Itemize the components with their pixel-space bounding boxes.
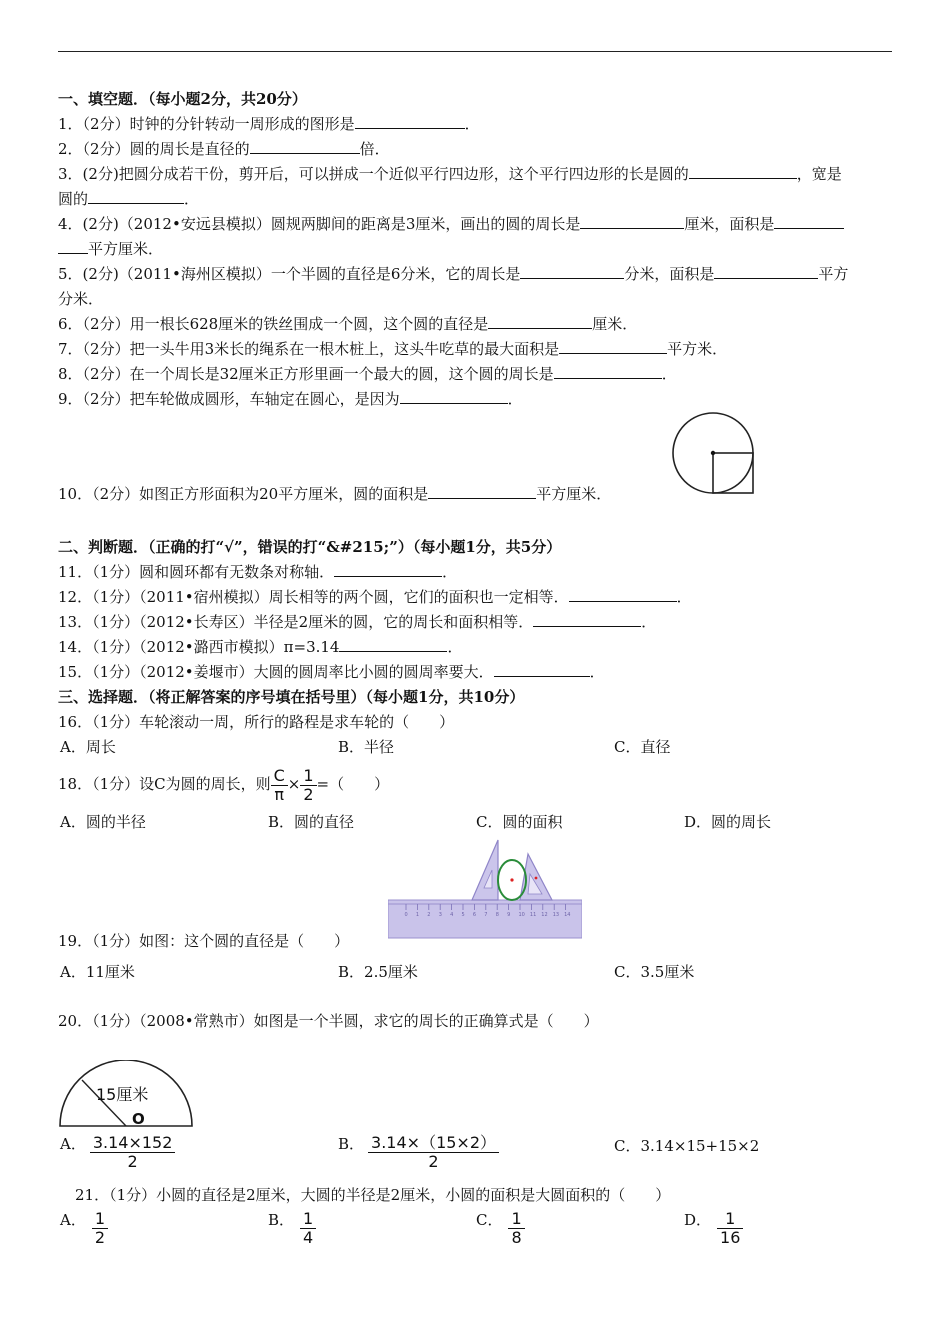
- q14-end: ．: [447, 638, 463, 656]
- question-13: [58, 612, 656, 632]
- q19-option-a[interactable]: A．11厘米: [60, 963, 135, 981]
- answer-blank[interactable]: [569, 587, 677, 602]
- q18-option-b[interactable]: B．圆的直径: [268, 813, 355, 831]
- q18-option-a[interactable]: A．圆的半径: [60, 813, 146, 831]
- ruler-tick-label: 12: [541, 912, 548, 918]
- answer-blank[interactable]: [334, 562, 442, 577]
- times-sign: ×: [287, 775, 301, 793]
- answer-blank[interactable]: [428, 484, 536, 499]
- question-6: [58, 314, 637, 334]
- q15-text: 15．（1分）（2012•姜堰市）大圆的圆周率比小圆的圆周率要大．: [58, 663, 494, 681]
- q13-text: 13．（1分）（2012•长寿区）半径是2厘米的圆，它的周长和面积相等．: [58, 613, 534, 631]
- q2-text: 2．（2分）圆的周长是直径的: [58, 140, 250, 158]
- ruler-tick-label: 7: [484, 912, 488, 918]
- question-10: [58, 484, 611, 504]
- question-11: [58, 562, 457, 582]
- answer-blank[interactable]: [554, 364, 662, 379]
- numerator: 1: [300, 1210, 316, 1229]
- answer-blank[interactable]: [533, 612, 641, 627]
- denominator: 8: [511, 1228, 522, 1247]
- ruler-tick-label: 5: [461, 912, 465, 918]
- q9-end: ．: [507, 390, 523, 408]
- option-letter: A．: [60, 1135, 86, 1153]
- question-3-line2: [58, 189, 199, 209]
- section-2-title: 二、判断题．（正确的打“√”，错误的打“&#215;”）（每小题1分，共5分）: [58, 538, 562, 556]
- q13-end: ．: [641, 613, 657, 631]
- ruler-tick-label: 11: [529, 912, 537, 918]
- section-3-title: 三、选择题．（将正解答案的序号填在括号里）（每小题1分，共10分）: [58, 688, 525, 706]
- q18-option-d[interactable]: D．圆的周长: [684, 813, 772, 831]
- q12-text: 12．（1分）（2011•宿州模拟）周长相等的两个圆，它们的面积也一定相等．: [58, 588, 569, 606]
- semicircle-radius-label: 15厘米: [96, 1085, 149, 1104]
- ruler-tick-label: 0: [404, 912, 408, 918]
- q11-end: ．: [442, 563, 458, 581]
- ruler-tick-label: 2: [427, 912, 431, 918]
- question-4-line2: [58, 239, 163, 259]
- q3-text: 3．(2分)把圆分成若干份，剪开后，可以拼成一个近似平行四边形，这个平行四边形的长是圆的: [58, 165, 689, 183]
- q3-mid: ，宽是: [796, 165, 842, 183]
- answer-blank[interactable]: [689, 164, 797, 179]
- q20-a-fraction: [90, 1134, 176, 1171]
- q20-b-fraction: [368, 1134, 499, 1171]
- question-5-line1: [58, 264, 848, 284]
- q21-a-fraction: [92, 1210, 108, 1247]
- q20-option-b[interactable]: [338, 1134, 499, 1171]
- q16-option-b[interactable]: B．半径: [338, 738, 395, 756]
- q4-mid: 厘米，面积是: [684, 215, 775, 233]
- answer-blank[interactable]: [520, 264, 624, 279]
- q7-text: 7．（2分）把一头牛用3米长的绳系在一根木桩上，这头牛吃草的最大面积是: [58, 340, 560, 358]
- q21-d-fraction: [717, 1210, 743, 1247]
- question-15: [58, 662, 605, 682]
- answer-blank[interactable]: [488, 314, 592, 329]
- numerator: 1: [717, 1210, 743, 1229]
- section-1-title: 一、填空题．（每小题2分，共20分）: [58, 90, 307, 108]
- denominator: π: [274, 784, 285, 804]
- option-letter: C．: [476, 1211, 503, 1229]
- question-21: 21．（1分）小圆的直径是2厘米，大圆的半径是2厘米，小圆的面积是大圆面积的（ ）: [75, 1186, 671, 1204]
- question-20: 20．（1分）（2008•常熟市）如图是一个半圆，求它的周长的正确算式是（ ）: [58, 1012, 599, 1030]
- fraction-c-over-pi: [271, 767, 288, 804]
- denominator: 2: [94, 1228, 106, 1247]
- ruler-tick-label: 9: [507, 912, 511, 918]
- q3-cont: 圆的: [58, 190, 89, 208]
- denominator: 4: [303, 1228, 314, 1247]
- ruler-tick-label: 8: [495, 912, 499, 918]
- q20-option-c[interactable]: C．3.14×15+15×2: [614, 1137, 760, 1155]
- question-9: [58, 389, 523, 409]
- q19-option-b[interactable]: B．2.5厘米: [338, 963, 418, 981]
- q21-option-c[interactable]: [476, 1210, 525, 1247]
- question-3-line1: [58, 164, 842, 184]
- q18-end: =（ ）: [316, 775, 390, 793]
- answer-blank[interactable]: [355, 114, 465, 129]
- fraction-one-half: [300, 767, 316, 804]
- q11-text: 11．（1分）圆和圆环都有无数条对称轴．: [58, 563, 335, 581]
- q21-option-d[interactable]: [684, 1210, 743, 1247]
- numerator: 1: [508, 1210, 524, 1229]
- option-letter: B．: [268, 1211, 295, 1229]
- q21-option-a[interactable]: [60, 1210, 108, 1247]
- denominator: 16: [720, 1228, 741, 1247]
- q4-end: 平方厘米．: [88, 240, 164, 258]
- q18-option-c[interactable]: C．圆的面积: [476, 813, 563, 831]
- answer-blank[interactable]: [580, 214, 684, 229]
- denominator: 2: [303, 784, 314, 804]
- q18-text: 18．（1分）设C为圆的周长，则: [58, 775, 271, 793]
- q5-mid2: 平方: [818, 265, 849, 283]
- q21-option-b[interactable]: [268, 1210, 316, 1247]
- option-letter: B．: [338, 1135, 365, 1153]
- denominator: 2: [127, 1152, 138, 1171]
- q9-text: 9．（2分）把车轮做成圆形，车轴定在圆心，是因为: [58, 390, 400, 408]
- answer-blank[interactable]: [58, 239, 88, 254]
- denominator: 2: [428, 1152, 439, 1171]
- q8-text: 8．（2分）在一个周长是32厘米正方形里画一个最大的圆，这个圆的周长是: [58, 365, 554, 383]
- answer-blank[interactable]: [494, 662, 590, 677]
- q21-c-fraction: [508, 1210, 524, 1247]
- answer-blank[interactable]: [559, 339, 667, 354]
- ruler-triangles-figure: [388, 838, 582, 940]
- q20-option-a[interactable]: [60, 1134, 175, 1171]
- q7-end: 平方米．: [667, 340, 728, 358]
- question-2: [58, 139, 390, 159]
- q10-text: 10．（2分）如图正方形面积为20平方厘米，圆的面积是: [58, 485, 429, 503]
- circle-square-figure: [670, 411, 756, 495]
- ruler-tick-label: 14: [564, 912, 571, 918]
- question-7: [58, 339, 727, 359]
- answer-blank[interactable]: [714, 264, 818, 279]
- question-8: [58, 364, 677, 384]
- q1-end: ．: [464, 115, 480, 133]
- top-rule: [58, 51, 892, 52]
- numerator: 3.14×152: [90, 1134, 176, 1153]
- question-12: [58, 587, 692, 607]
- ruler-tick-label: 1: [415, 912, 420, 918]
- q3-end: ．: [184, 190, 200, 208]
- q12-end: ．: [676, 588, 692, 606]
- q10-end: 平方厘米．: [536, 485, 612, 503]
- q6-text: 6．（2分）用一根长628厘米的铁丝围成一个圆，这个圆的直径是: [58, 315, 489, 333]
- q5-mid: 分米，面积是: [624, 265, 715, 283]
- answer-blank[interactable]: [250, 139, 360, 154]
- ruler-tick-label: 6: [472, 912, 477, 918]
- q4-text: 4．(2分)（2012•安远县模拟）圆规两脚间的距离是3厘米，画出的圆的周长是: [58, 215, 581, 233]
- ruler-tick-label: 4: [450, 912, 454, 918]
- q16-option-a[interactable]: A．周长: [60, 738, 116, 756]
- ruler-tick-label: 13: [552, 912, 560, 918]
- option-letter: D．: [684, 1211, 712, 1229]
- ruler-tick-label: 10: [518, 912, 525, 918]
- q6-end: 厘米．: [592, 315, 638, 333]
- numerator: 1: [300, 767, 316, 786]
- answer-blank[interactable]: [88, 189, 184, 204]
- q15-end: ．: [589, 663, 605, 681]
- question-14: [58, 637, 463, 657]
- q21-b-fraction: [300, 1210, 316, 1247]
- q5-text: 5．(2分)（2011•海州区模拟）一个半圆的直径是6分米，它的周长是: [58, 265, 521, 283]
- question-5-line2: 分米．: [58, 290, 104, 308]
- numerator: 3.14×（15×2）: [368, 1134, 499, 1153]
- question-18: [58, 764, 389, 804]
- answer-blank[interactable]: [339, 637, 447, 652]
- question-16: 16．（1分）车轮滚动一周，所行的路程是求车轮的（ ）: [58, 713, 455, 731]
- answer-blank[interactable]: [774, 214, 844, 229]
- answer-blank[interactable]: [400, 389, 508, 404]
- q19-option-c[interactable]: C．3.5厘米: [614, 963, 695, 981]
- option-letter: A．: [60, 1211, 86, 1229]
- q2-end: 倍．: [359, 140, 390, 158]
- q1-text: 1．（2分）时钟的分针转动一周形成的图形是: [58, 115, 355, 133]
- question-19: 19．（1分）如图：这个圆的直径是（ ）: [58, 932, 350, 950]
- numerator: C: [271, 767, 288, 786]
- question-4-line1: [58, 214, 844, 234]
- semicircle-center-label: O: [132, 1110, 145, 1128]
- q8-end: ．: [661, 365, 677, 383]
- question-1: [58, 114, 480, 134]
- semicircle-figure: [58, 1060, 194, 1130]
- numerator: 1: [92, 1210, 108, 1229]
- q16-option-c[interactable]: C．直径: [614, 738, 671, 756]
- ruler-tick-label: 3: [438, 912, 442, 918]
- q14-text: 14．（1分）（2012•潞西市模拟）π=3.14: [58, 638, 340, 656]
